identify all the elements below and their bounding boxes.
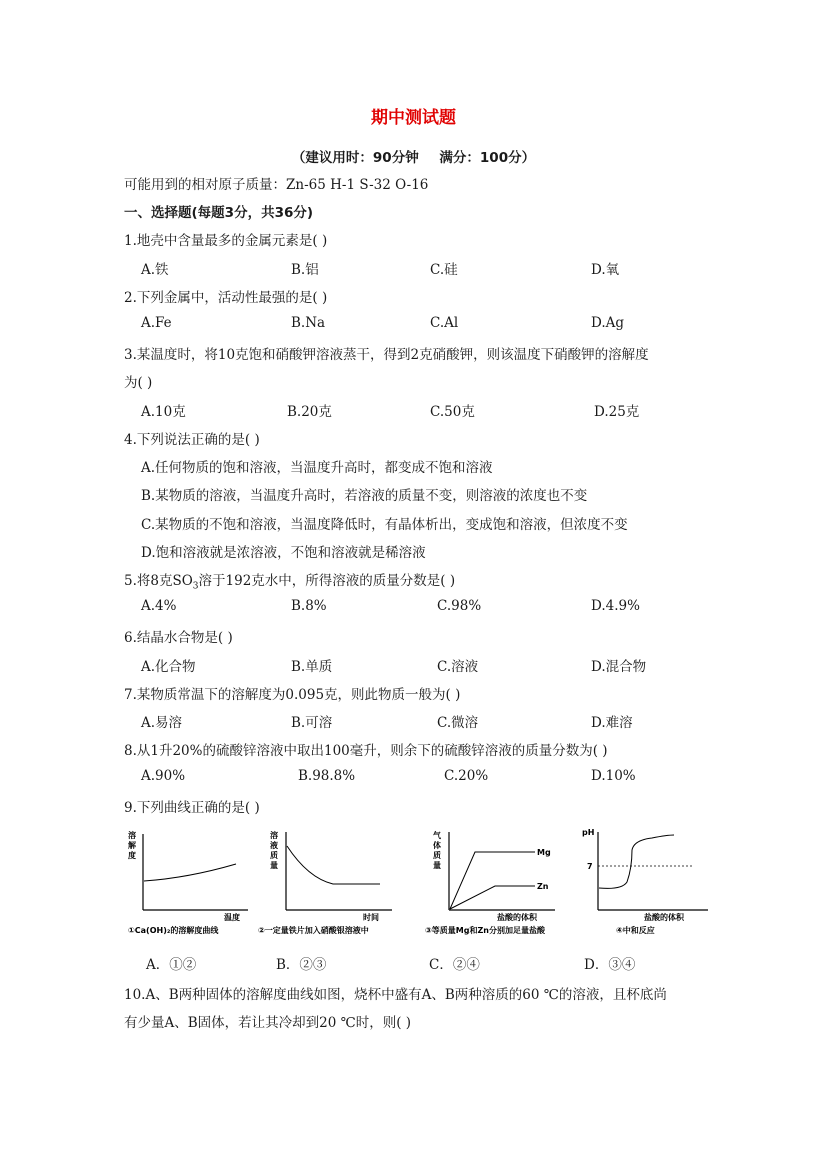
q1-option-d: D.氧 bbox=[591, 262, 620, 278]
graph-4-curve bbox=[599, 835, 674, 888]
graph-3-ylabel: 气体质量 bbox=[433, 831, 441, 870]
graph-1-caption: ①Ca(OH)₂的溶解度曲线 bbox=[128, 926, 219, 935]
q5-option-d: D.4.9% bbox=[591, 598, 640, 614]
graph-1 bbox=[128, 826, 268, 936]
q7-option-a: A.易溶 bbox=[141, 715, 183, 731]
q5-option-b: B.8% bbox=[291, 598, 327, 614]
graph-4 bbox=[582, 826, 722, 936]
q5-option-a: A.4% bbox=[141, 598, 177, 614]
q8-option-a: A.90% bbox=[141, 768, 186, 784]
q3-option-d: D.25克 bbox=[594, 404, 640, 420]
graph-3 bbox=[425, 826, 565, 936]
q6-option-b: B.单质 bbox=[291, 659, 333, 675]
q2-option-b: B.Na bbox=[291, 315, 326, 331]
graph-1-xlabel: 温度 bbox=[224, 913, 240, 922]
graph-4-xlabel: 盐酸的体积 bbox=[644, 913, 684, 922]
q7-option-c: C.微溶 bbox=[437, 715, 479, 731]
q2-option-d: D.Ag bbox=[591, 315, 625, 331]
q7-option-b: B.可溶 bbox=[291, 715, 333, 731]
question-5 bbox=[124, 569, 455, 592]
q9-option-a: A．①② bbox=[146, 957, 197, 973]
graph-4-tick-7: 7 bbox=[587, 862, 593, 871]
q3-option-a: A.10克 bbox=[141, 404, 186, 420]
graph-3-xlabel: 盐酸的体积 bbox=[497, 913, 537, 922]
q3-option-b: B.20克 bbox=[287, 404, 332, 420]
section-heading: 一、选择题(每题3分，共36分) bbox=[124, 205, 314, 221]
question-7: 7.某物质常温下的溶解度为0.095克，则此物质一般为( ) bbox=[124, 687, 461, 703]
q6-option-d: D.混合物 bbox=[591, 659, 647, 675]
q8-option-b: B.98.8% bbox=[298, 768, 356, 784]
graph-3-series-zn: Zn bbox=[537, 882, 549, 891]
graph-3-zn-line bbox=[450, 886, 535, 909]
question-10-cont: 有少量A、B固体，若让其冷却到20 ℃时，则( ) bbox=[124, 1015, 412, 1031]
graph-2-caption: ②一定量铁片加入硝酸银溶液中 bbox=[258, 926, 369, 935]
question-8: 8.从1升20%的硫酸锌溶液中取出100毫升，则余下的硫酸锌溶液的质量分数为( ) bbox=[124, 743, 608, 759]
q3-option-c: C.50克 bbox=[430, 404, 475, 420]
q7-option-d: D.难溶 bbox=[591, 715, 633, 731]
q1-option-a: A.铁 bbox=[141, 262, 169, 278]
q6-option-a: A.化合物 bbox=[141, 659, 196, 675]
question-3: 3.某温度时，将10克饱和硝酸钾溶液蒸干，得到2克硝酸钾，则该温度下硝酸钾的溶解度 bbox=[124, 347, 649, 363]
graph-2-curve bbox=[287, 846, 380, 884]
q6-option-c: C.溶液 bbox=[437, 659, 479, 675]
graph-2-svg bbox=[258, 826, 418, 936]
question-9: 9.下列曲线正确的是( ) bbox=[124, 800, 260, 816]
score-info: 满分：100分） bbox=[439, 150, 536, 166]
graph-1-svg bbox=[128, 826, 268, 936]
graph-2 bbox=[258, 826, 408, 936]
graph-1-curve bbox=[144, 864, 236, 881]
graph-2-ylabel: 溶液质量 bbox=[270, 831, 278, 870]
graph-3-series-mg: Mg bbox=[537, 848, 551, 857]
q5-option-c: C.98% bbox=[437, 598, 482, 614]
q5-stem-a: 5.将8克SO bbox=[124, 573, 193, 589]
question-6: 6.结晶水合物是( ) bbox=[124, 630, 233, 646]
page-title: 期中测试题 bbox=[371, 108, 456, 128]
q2-option-c: C.Al bbox=[430, 315, 459, 331]
q9-option-c: C．②④ bbox=[429, 957, 480, 973]
question-2: 2.下列金属中，活动性最强的是( ) bbox=[124, 290, 328, 306]
q8-option-d: D.10% bbox=[591, 768, 636, 784]
graph-3-svg bbox=[425, 826, 585, 936]
q5-subscript: 3 bbox=[192, 581, 199, 592]
graph-4-caption: ④中和反应 bbox=[616, 926, 655, 935]
q9-option-b: B．②③ bbox=[276, 957, 327, 973]
time-info: （建议用时：90分钟 bbox=[291, 150, 419, 166]
graph-3-caption: ③等质量Mg和Zn分别加足量盐酸 bbox=[425, 926, 545, 935]
q4-option-b: B.某物质的溶液，当温度升高时，若溶液的质量不变，则溶液的浓度也不变 bbox=[141, 488, 588, 504]
graph-2-xlabel: 时间 bbox=[363, 913, 379, 922]
q8-option-c: C.20% bbox=[444, 768, 489, 784]
question-3-cont: 为( ) bbox=[124, 375, 153, 391]
graph-3-mg-line bbox=[450, 852, 535, 909]
q4-option-c: C.某物质的不饱和溶液，当温度降低时，有晶体析出，变成饱和溶液，但浓度不变 bbox=[141, 517, 628, 533]
graph-4-ylabel: pH bbox=[582, 828, 595, 837]
graph-1-ylabel: 溶解度 bbox=[128, 831, 136, 860]
atomic-mass-note: 可能用到的相对原子质量：Zn-65 H-1 S-32 O-16 bbox=[124, 177, 429, 193]
q1-option-b: B.铝 bbox=[291, 262, 319, 278]
q5-stem-b: 溶于192克水中，所得溶液的质量分数是( ) bbox=[198, 573, 456, 589]
question-1: 1.地壳中含量最多的金属元素是( ) bbox=[124, 233, 328, 249]
q4-option-a: A.任何物质的饱和溶液，当温度升高时，都变成不饱和溶液 bbox=[141, 460, 493, 476]
graph-4-svg bbox=[582, 826, 722, 936]
question-4: 4.下列说法正确的是( ) bbox=[124, 432, 260, 448]
q2-option-a: A.Fe bbox=[141, 315, 172, 331]
q4-option-d: D.饱和溶液就是浓溶液，不饱和溶液就是稀溶液 bbox=[141, 545, 426, 561]
exam-info bbox=[0, 146, 827, 166]
question-10: 10.A、B两种固体的溶解度曲线如图，烧杯中盛有A、B两种溶质的60 ℃的溶液，且杯底尚 bbox=[124, 987, 667, 1003]
q1-option-c: C.硅 bbox=[430, 262, 458, 278]
q9-option-d: D．③④ bbox=[584, 957, 636, 973]
